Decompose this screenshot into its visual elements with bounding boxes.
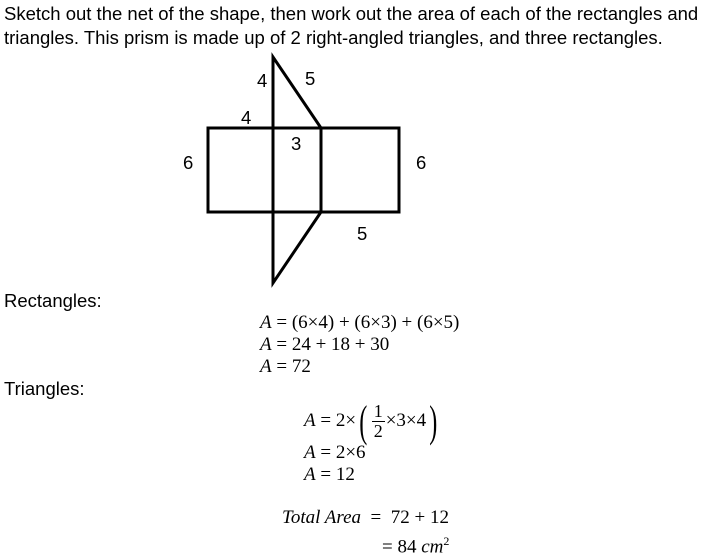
rect-eq-line2: A = 24 + 18 + 30 [260,334,390,355]
instructions: Sketch out the net of the shape, then work out the area of each of the rectangles and triangles. This prism is made up of 2 right-angled triangles, and three rectangles. [4,3,699,48]
rect-eq-line3: A = 72 [260,356,311,377]
label-mid-4: 4 [241,107,252,128]
triangles-heading: Triangles: [4,378,85,399]
label-mid-3: 3 [291,133,302,154]
rectangles-heading: Rectangles: [4,290,102,311]
net-rect-right [321,128,399,212]
label-left-6: 6 [183,152,194,173]
label-top-5: 5 [305,68,316,89]
tri-eq-line1: A = 2×( $\frac{1}{2}$ ×3×4) [304,396,438,446]
net-triangle-bottom [273,212,321,283]
tri-eq-line3: A = 12 [304,464,355,485]
total-eq-line1: Total Area = 72 + 12 [282,507,449,528]
label-right-6: 6 [416,152,427,173]
label-bottom-5: 5 [357,223,368,244]
fraction-half: $\frac{1}{2}$ [373,401,383,442]
total-eq-line2: = 84 $cm^2$ [382,534,450,558]
rect-eq-line1: A = (6×4) + (6×3) + (6×5) [260,312,460,333]
label-top-4: 4 [257,70,268,91]
tri-eq-line2: A = 2×6 [304,442,366,463]
net-rect-left [208,128,273,212]
